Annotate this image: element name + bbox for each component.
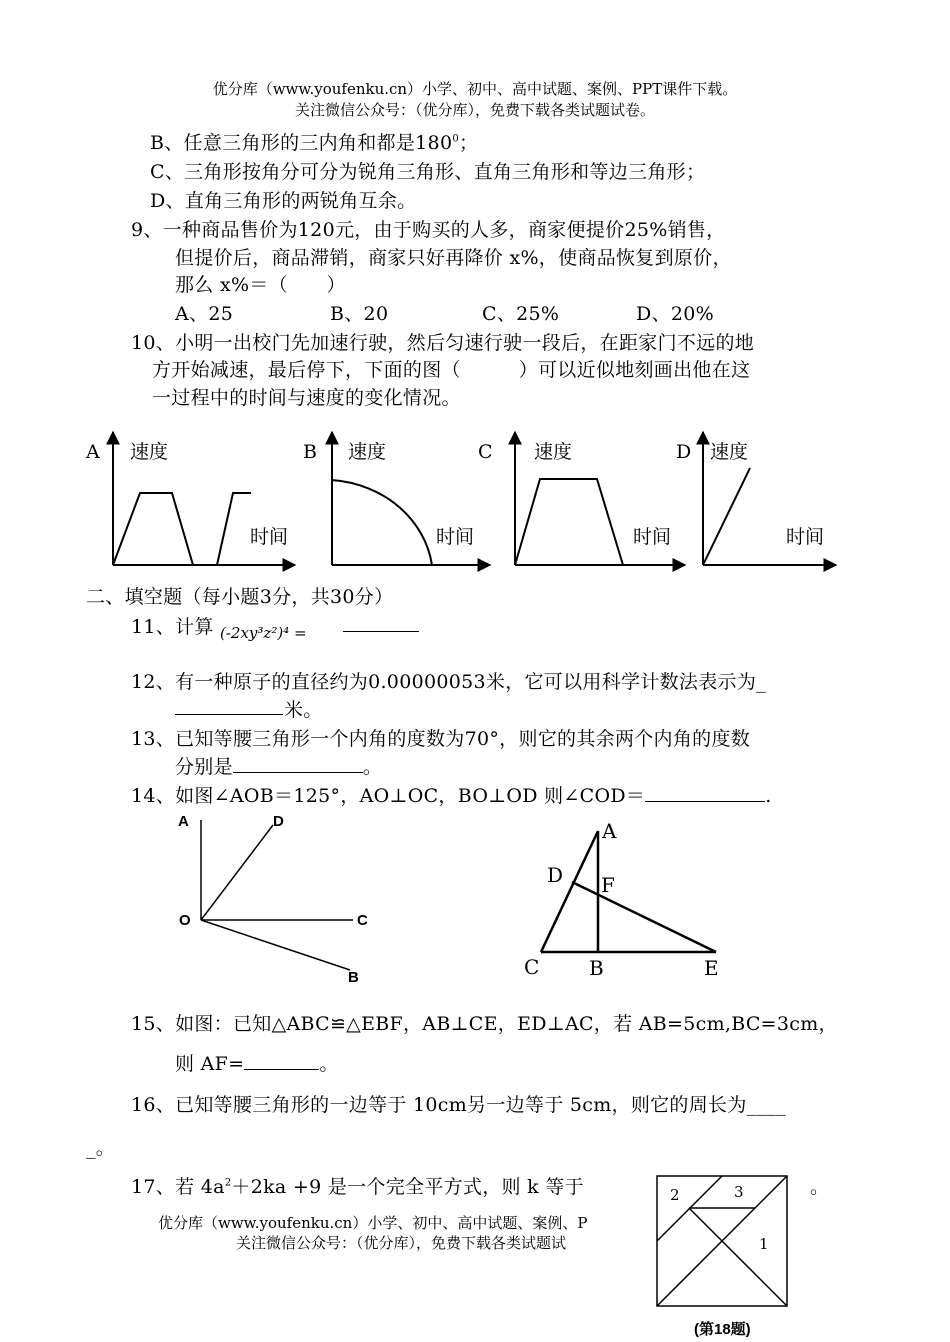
- point-label-b: B: [589, 956, 604, 980]
- point-label-a: A: [602, 819, 617, 843]
- graph-a-letter: A: [86, 441, 100, 463]
- header-line-1: 优分库（www.youfenku.cn）小学、初中、高中试题、案例、PPT课件下载。: [212, 80, 738, 98]
- q9-option-d: D、20%: [636, 303, 714, 325]
- q14-answer-blank[interactable]: [645, 801, 765, 802]
- footer-line-2: 关注微信公众号：（优分库），免费下载各类试题试: [236, 1234, 567, 1252]
- q12-answer-blank[interactable]: [175, 714, 283, 715]
- graph-b-letter: B: [303, 441, 317, 463]
- graph-d-letter: D: [676, 441, 692, 463]
- figure-15: [515, 810, 740, 985]
- graph-c-curve: [515, 479, 623, 565]
- ray-ob: [201, 920, 350, 970]
- piece-label-1: 1: [759, 1235, 769, 1253]
- q16-line-2: _。: [86, 1137, 116, 1159]
- q13-line-1: 13、已知等腰三角形一个内角的度数为70°，则它的其余两个内角的度数: [131, 728, 751, 750]
- q10-line-1: 10、小明一出校门先加速行驶，然后匀速行驶一段后，在距家门不远的地: [131, 332, 755, 354]
- piece-label-2: 2: [670, 1186, 680, 1204]
- q15-answer-blank[interactable]: [244, 1069, 319, 1070]
- q17-question: 17、若 $4a^2+2ka +9$ 是一个完全平方式，则 k 等于: [131, 1176, 584, 1198]
- q11-label: 11、计算: [131, 616, 214, 638]
- graph-d-curve: [703, 468, 750, 565]
- q15-line-2: 则 AF= 。: [175, 1053, 339, 1075]
- tangram-line-5: [722, 1241, 787, 1306]
- q8-option-c: C、三角形按角分可分为锐角三角形、直角三角形和等边三角形；: [150, 161, 706, 183]
- point-label-b: B: [348, 969, 359, 985]
- q11-expression: (-2xy³z²)⁴ =: [220, 624, 307, 642]
- figure-18: [650, 1170, 800, 1340]
- point-label-o: O: [179, 912, 191, 929]
- q12-line-2: 米。: [284, 699, 323, 721]
- point-label-d: D: [273, 813, 284, 830]
- point-label-c: C: [524, 955, 540, 979]
- piece-label-3: 3: [734, 1183, 744, 1201]
- q15-line-1: 15、如图：已知△ABC≌△EBF，AB⊥CE，ED⊥AC，若 AB=5cm,BC=3cm，: [131, 1013, 838, 1035]
- figure-14: [170, 810, 380, 985]
- q9-option-b: B、20: [330, 303, 389, 325]
- q9-line-1: 9、一种商品售价为120元，由于购买的人多，商家便提价25%销售，: [131, 219, 726, 241]
- graph-a-xlabel: 时间: [250, 526, 289, 548]
- header-line-2: 关注微信公众号：（优分库），免费下载各类试题试卷。: [294, 101, 655, 119]
- q9-option-a: A、25: [175, 303, 234, 325]
- q13-line-2: 分别是 。: [175, 756, 383, 778]
- q8-option-d: D、直角三角形的两锐角互余。: [150, 190, 417, 212]
- q10-line-3: 一过程中的时间与速度的变化情况。: [152, 387, 461, 409]
- point-label-c: C: [357, 912, 368, 929]
- graph-b-xlabel: 时间: [436, 526, 475, 548]
- point-label-f: F: [601, 873, 615, 897]
- figure-18-caption: (第18题): [694, 1321, 751, 1338]
- graph-a-curve-1: [113, 493, 193, 565]
- graph-d-xlabel: 时间: [786, 526, 825, 548]
- point-label-a: A: [178, 813, 189, 830]
- section-2-title: 二、填空题（每小题3分，共30分）: [86, 586, 394, 608]
- segment-de: [572, 882, 716, 952]
- q13-answer-blank[interactable]: [233, 772, 363, 773]
- point-label-e: E: [704, 956, 719, 980]
- q17-end: 。: [810, 1176, 830, 1198]
- q12-line-1: 12、有一种原子的直径约为0.00000053米，它可以用科学计数法表示为_: [131, 671, 766, 693]
- graph-d-ylabel: 速度: [710, 441, 749, 463]
- graph-a-ylabel: 速度: [130, 441, 169, 463]
- q8-option-b: B、任意三角形的三内角和都是$180^0$；: [150, 132, 479, 154]
- q9-option-c: C、25%: [482, 303, 560, 325]
- graph-b-ylabel: 速度: [348, 441, 387, 463]
- graph-c-letter: C: [478, 441, 493, 463]
- footer-line-1: 优分库（www.youfenku.cn）小学、初中、高中试题、案例、P: [158, 1214, 588, 1232]
- graph-a-curve-2: [217, 493, 251, 565]
- q10-graphs: [0, 420, 950, 580]
- graph-c-ylabel: 速度: [534, 441, 573, 463]
- ray-od: [201, 825, 273, 920]
- q16-line-1: 16、已知等腰三角形的一边等于 10cm另一边等于 5cm，则它的周长为____: [131, 1094, 786, 1116]
- tangram-line-4: [689, 1208, 722, 1241]
- q9-line-2: 但提价后，商品滞销，商家只好再降价 x%，使商品恢复到原价，: [175, 247, 732, 269]
- q11-answer-blank[interactable]: [343, 631, 419, 632]
- graph-c-xlabel: 时间: [633, 526, 672, 548]
- q14-question: 14、如图∠AOB＝125°，AO⊥OC，BO⊥OD 则∠COD＝ .: [131, 785, 772, 807]
- q9-line-3: 那么 x%＝（ ）: [175, 274, 346, 296]
- point-label-d: D: [547, 863, 564, 887]
- q10-line-2: 方开始减速，最后停下，下面的图（ ）可以近似地刻画出他在这: [152, 359, 751, 381]
- graph-b-curve: [332, 480, 432, 565]
